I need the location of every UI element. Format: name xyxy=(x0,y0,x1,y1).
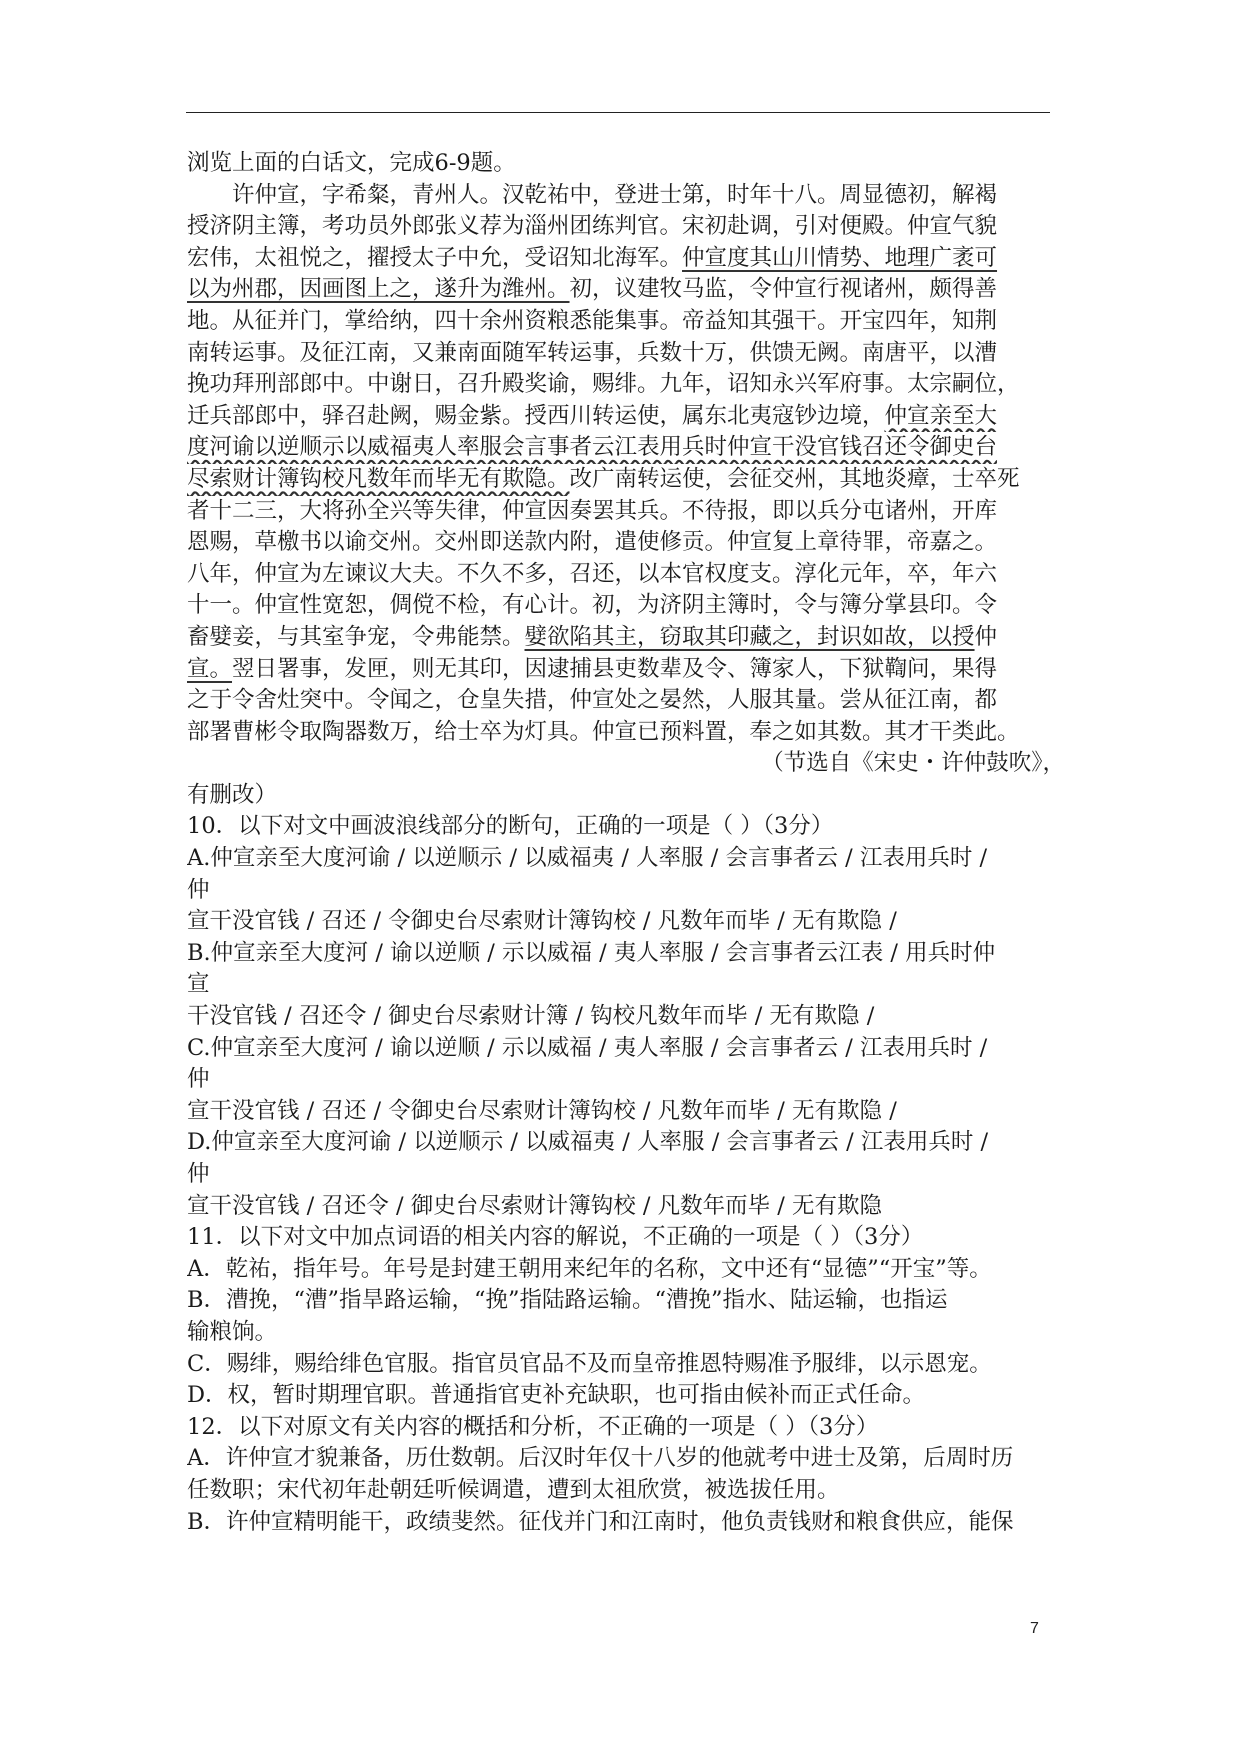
line-text: 部署曹彬令取陶器数万，给士卒为灯具。仲宣已预料置，奉之如其数。其才干类此。 xyxy=(187,718,1020,745)
text-line xyxy=(187,748,1067,780)
text-line xyxy=(187,1159,1067,1191)
text-line xyxy=(187,590,1067,622)
line-text: 12．以下对原文有关内容的概括和分析，不正确的一项是（ ）（3分） xyxy=(187,1413,879,1440)
text-line xyxy=(187,274,1067,306)
line-text: 任数职；宋代初年赴朝廷听候调遣，遭到太祖欣赏，被选拔任用。 xyxy=(187,1476,840,1503)
line-text: 授济阴主簿，考功员外郎张义荐为淄州团练判官。宋初赴调，引对便殿。仲宣气貌 xyxy=(187,213,998,240)
text-line xyxy=(187,969,1067,1001)
text-line xyxy=(187,1033,1067,1065)
line-text: A．乾祐，指年号。年号是封建王朝用来纪年的名称，文中还有“显德”“开宝”等。 xyxy=(187,1255,992,1282)
line-text: 地。从征并门，掌给纳，四十余州资粮悉能集事。帝益知其强干。开宝四年，知荆 xyxy=(187,307,998,334)
line-text: 翌日署事，发匣，则无其印，因逮捕县吏数辈及令、簿家人，下狱鞫问，果得 xyxy=(232,655,998,682)
text-line xyxy=(187,1380,1067,1412)
line-text: 初，议建牧马监，令仲宣行视诸州，颇得善 xyxy=(569,276,998,303)
text-line xyxy=(187,148,1067,180)
text-line xyxy=(187,654,1067,686)
wavy-underlined-text: 尽索财计簿钩校凡数年而毕无有欺隐。 xyxy=(187,465,570,492)
line-text: 南转运事。及征江南，又兼南面随军转运事，兵数十万，供馈无阙。南唐平，以漕 xyxy=(187,339,998,366)
line-text: 迁兵部郎中，驿召赴阙，赐金紫。授西川转运使，属东北夷寇钞边境， xyxy=(187,402,885,429)
text-line xyxy=(187,496,1067,528)
line-text: C.仲宣亲至大度河 / 谕以逆顺 / 示以威福 / 夷人率服 / 会言事者云 / 江表用兵时 / xyxy=(187,1034,988,1061)
text-line xyxy=(187,369,1067,401)
text-line xyxy=(187,338,1067,370)
text-line xyxy=(187,1443,1067,1475)
line-text: 输粮饷。 xyxy=(187,1318,278,1345)
text-line xyxy=(187,527,1067,559)
wavy-underlined-text: 度河谕以逆顺示以威福夷人率服会言事者云江表用兵时仲宣干没官钱召还令御史台 xyxy=(187,434,998,461)
line-text: （节选自《宋史・许仲鼓吹》， xyxy=(761,750,1065,777)
text-line xyxy=(187,1064,1067,1096)
line-text: 宣干没官钱 / 召还令 / 御史台尽索财计簿钩校 / 凡数年而毕 / 无有欺隐 xyxy=(187,1192,883,1219)
text-line xyxy=(187,1001,1067,1033)
line-text: C．赐绯，赐给绯色官服。指官员官品不及而皇帝推恩特赐准予服绯，以示恩宠。 xyxy=(187,1350,992,1377)
line-text: 十一。仲宣性宽恕，倜傥不检，有心计。初，为济阴主簿时，令与簿分掌县印。令 xyxy=(187,592,998,619)
page-number: 7 xyxy=(1030,1620,1039,1637)
header-rule xyxy=(186,112,1050,113)
text-line xyxy=(187,1349,1067,1381)
text-line xyxy=(187,685,1067,717)
text-line xyxy=(187,559,1067,591)
text-line xyxy=(187,1285,1067,1317)
text-line xyxy=(187,1317,1067,1349)
text-line xyxy=(187,622,1067,654)
line-text: 干没官钱 / 召还令 / 御史台尽索财计簿 / 钩校凡数年而毕 / 无有欺隐 / xyxy=(187,1003,875,1030)
line-text: 仲 xyxy=(187,1161,210,1187)
line-text: 宏伟，太祖悦之，擢授太子中允，受诏知北海军。 xyxy=(187,244,683,271)
text-line xyxy=(187,811,1067,843)
line-text: 者十二三，大将孙全兴等失律，仲宣因奏罢其兵。不待报，即以兵分屯诸州，开库 xyxy=(187,497,998,524)
underlined-text: 以为州郡，因画图上之，遂升为潍州。 xyxy=(187,276,570,303)
text-line xyxy=(187,180,1067,212)
text-line xyxy=(187,780,1067,812)
line-text: 畜嬖妾，与其室争宠，令弗能禁。 xyxy=(187,623,525,650)
line-text: B．许仲宣精明能干，政绩斐然。征伐并门和江南时，他负责钱财和粮食供应，能保 xyxy=(187,1508,1014,1535)
line-text: D.仲宣亲至大度河谕 / 以逆顺示 / 以威福夷 / 人率服 / 会言事者云 / 江表用兵时 / xyxy=(187,1129,989,1156)
text-line xyxy=(187,1507,1067,1539)
text-line xyxy=(187,1096,1067,1128)
text-line xyxy=(187,243,1067,275)
line-text: 浏览上面的白话文，完成6-9题。 xyxy=(187,150,516,176)
text-line xyxy=(187,1254,1067,1286)
line-text: 八年，仲宣为左谏议大夫。不久不多，召还，以本官权度支。淳化元年，卒，年六 xyxy=(187,560,998,587)
line-text: 宣 xyxy=(187,971,210,998)
line-text: 改广南转运使，会征交州，其地炎瘴，士卒死 xyxy=(569,465,1020,492)
text-line xyxy=(187,211,1067,243)
document-body xyxy=(187,148,1067,1538)
line-text: 恩赐，草檄书以谕交州。交州即送款内附，遣使修贡。仲宣复上章待罪，帝嘉之。 xyxy=(187,529,998,556)
line-text: D．权，暂时期理官职。普通指官吏补充缺职，也可指由候补而正式任命。 xyxy=(187,1382,926,1409)
line-text: 仲 xyxy=(187,1066,210,1093)
line-text: 挽功拜刑部郎中。中谢日，召升殿奖谕，赐绯。九年，诏知永兴军府事。太宗嗣位， xyxy=(187,371,1020,398)
line-text: 仲 xyxy=(974,623,998,650)
text-line xyxy=(187,843,1067,875)
line-text: 宣干没官钱 / 召还 / 令御史台尽索财计簿钩校 / 凡数年而毕 / 无有欺隐 / xyxy=(187,908,897,935)
text-line xyxy=(187,717,1067,749)
line-text: 宣干没官钱 / 召还 / 令御史台尽索财计簿钩校 / 凡数年而毕 / 无有欺隐 / xyxy=(187,1097,897,1124)
text-line xyxy=(187,1475,1067,1507)
text-line xyxy=(187,1412,1067,1444)
text-line xyxy=(187,906,1067,938)
wavy-underlined-text: 仲宣亲至大 xyxy=(884,402,998,429)
underlined-text: 仲宣度其山川情势、地理广袤可 xyxy=(682,244,998,271)
line-text: 11．以下对文中加点词语的相关内容的解说，不正确的一项是（ ）（3分） xyxy=(187,1224,924,1251)
underlined-text: 嬖欲陷其主，窃取其印藏之，封识如故，以授 xyxy=(524,623,975,650)
text-line xyxy=(187,306,1067,338)
text-line xyxy=(187,432,1067,464)
line-text: 之于令舍灶突中。令闻之，仓皇失措，仲宣处之晏然，人服其量。尝从征江南，都 xyxy=(187,687,998,714)
text-line xyxy=(187,464,1067,496)
text-line xyxy=(187,875,1067,907)
text-line xyxy=(187,1191,1067,1223)
text-line xyxy=(187,1222,1067,1254)
line-text: A．许仲宣才貌兼备，历仕数朝。后汉时年仅十八岁的他就考中进士及第，后周时历 xyxy=(187,1445,1014,1472)
line-text: B．漕挽，“漕”指旱路运输，“挽”指陆路运输。“漕挽”指水、陆运输，也指运 xyxy=(187,1287,948,1314)
line-text: 仲 xyxy=(187,876,210,903)
underlined-text: 宣。 xyxy=(187,655,233,682)
text-line xyxy=(187,938,1067,970)
text-line xyxy=(187,401,1067,433)
line-text: 10．以下对文中画波浪线部分的断句，正确的一项是（ ）（3分） xyxy=(187,813,834,840)
line-text: 有删改） xyxy=(187,781,278,808)
line-text: 许仲宣，字希粲，青州人。汉乾祐中，登进士第，时年十八。周显德初，解褐 xyxy=(232,181,998,208)
text-line xyxy=(187,1127,1067,1159)
line-text: B.仲宣亲至大度河 / 谕以逆顺 / 示以威福 / 夷人率服 / 会言事者云江表 / 用兵时仲 xyxy=(187,939,996,966)
line-text: A.仲宣亲至大度河谕 / 以逆顺示 / 以威福夷 / 人率服 / 会言事者云 / 江表用兵时 / xyxy=(187,845,988,872)
